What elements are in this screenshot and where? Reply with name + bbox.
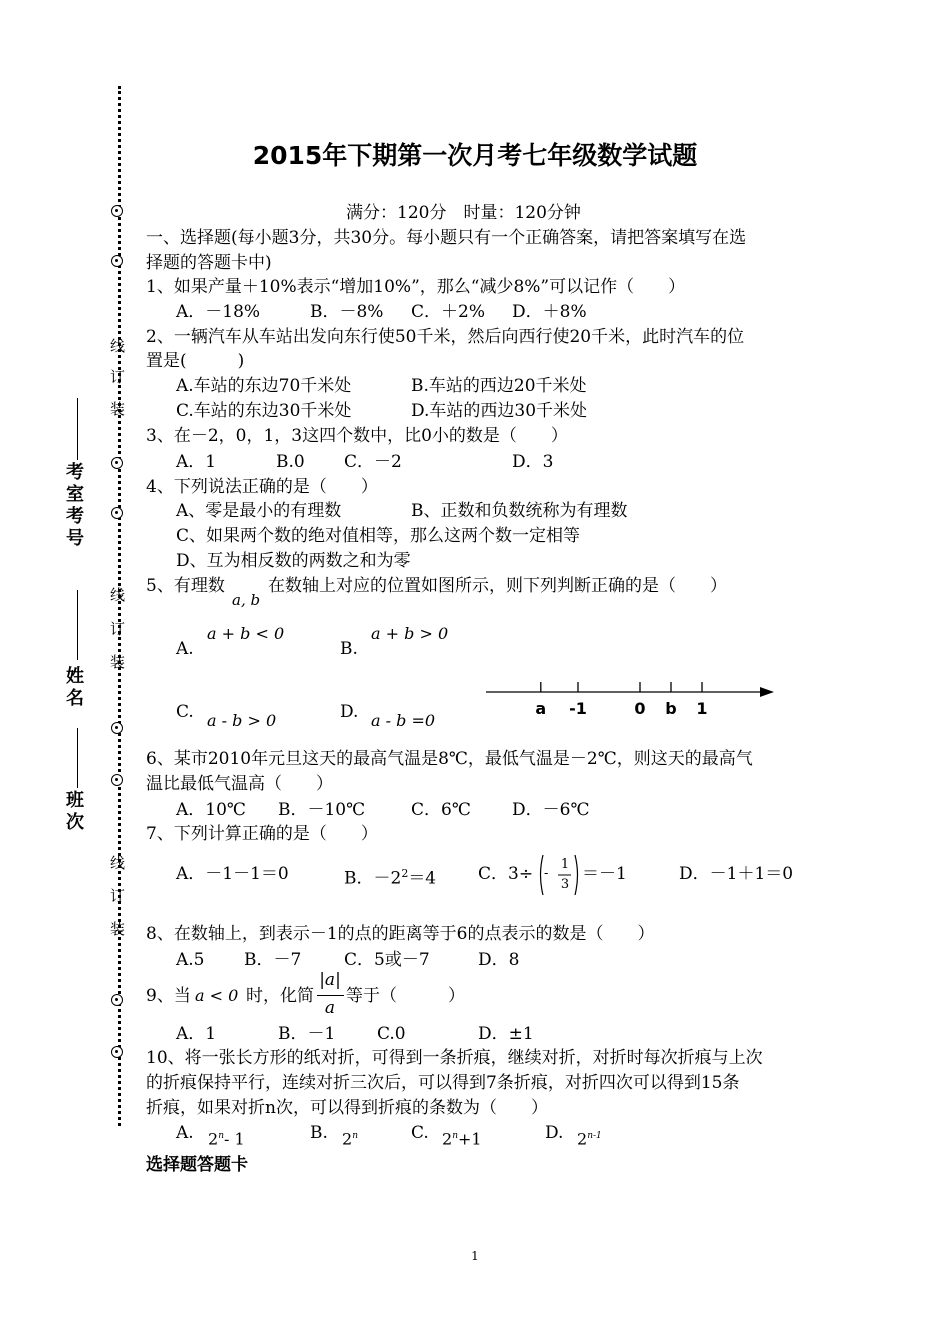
- question-5-stem: 5、有理数: [146, 576, 225, 596]
- binding-hole: [111, 774, 123, 786]
- q1-option-a: A．－18%: [176, 302, 261, 322]
- q9-option-c: C.0: [377, 1024, 406, 1044]
- name-label: 姓名: [66, 666, 84, 709]
- q5-option-a-label: A.: [176, 639, 194, 659]
- class-blank: [77, 728, 78, 788]
- binding-hole: [111, 507, 123, 519]
- seal-char-line: 线: [110, 337, 126, 355]
- q8-option-d: D．8: [478, 950, 520, 970]
- q10-option-b-expr: [342, 1126, 358, 1149]
- q10-option-b-label: B.: [310, 1123, 328, 1143]
- q10-option-d-label: D.: [545, 1123, 564, 1143]
- seal-char-bind: 订: [110, 368, 126, 386]
- question-9-stem-post: 等于（ ）: [346, 986, 465, 1006]
- q7-fraction-sign: -: [544, 866, 549, 881]
- q10-base: 2: [577, 1129, 588, 1149]
- exam-no-label: 考室考号: [66, 462, 84, 549]
- q7-option-b-exp: 2: [401, 867, 409, 880]
- binding-hole: [111, 722, 123, 734]
- seal-char-pack: 装: [110, 653, 126, 671]
- q5-vars: a, b: [232, 591, 261, 609]
- seal-char-line: 线: [110, 586, 126, 604]
- q1-option-d: D．＋8%: [512, 302, 587, 322]
- question-7-stem: 7、下列计算正确的是（ ）: [146, 824, 378, 844]
- q7-option-c-post: ＝－1: [582, 864, 627, 884]
- number-line-figure: [480, 672, 780, 722]
- q10-tail: +1: [457, 1129, 482, 1149]
- q7-option-b-result: ＝4: [408, 868, 437, 889]
- q7-option-d: D．－1＋1＝0: [679, 864, 794, 884]
- q3-option-b: B.0: [276, 452, 305, 472]
- number-line-label: a: [535, 699, 547, 718]
- q8-option-b: B．－7: [244, 950, 302, 970]
- class-label: 班次: [66, 790, 84, 833]
- question-10-stem: 折痕，如果对折n次，可以得到折痕的条数为（ ）: [146, 1098, 548, 1118]
- q7-fraction-denominator: 3: [560, 877, 570, 892]
- question-6-stem: 温比最低气温高（ ）: [146, 774, 333, 794]
- q10-exp: n: [452, 1131, 458, 1141]
- section-intro: 一、选择题(每小题3分，共30分。每小题只有一个正确答案，请把答案填写在选: [146, 228, 747, 248]
- seal-char-pack: 装: [110, 920, 126, 938]
- q7-option-b-base: B．－2: [344, 868, 402, 889]
- q2-option-a: A.车站的东边70千米处: [176, 376, 352, 396]
- page-title: 2015年下期第一次月考七年级数学试题: [252, 141, 698, 170]
- question-5-stem: 在数轴上对应的位置如图所示，则下列判断正确的是（ ）: [268, 576, 727, 596]
- q5-option-d-label: D.: [340, 702, 359, 722]
- answer-card-heading: 选择题答题卡: [146, 1155, 248, 1175]
- q9-fraction-numerator: |a|: [319, 970, 341, 990]
- binding-hole: [111, 457, 123, 469]
- q9-option-b: B．－1: [278, 1024, 336, 1044]
- q10-exp: n: [218, 1131, 224, 1141]
- q10-option-a-label: A.: [176, 1123, 194, 1143]
- q10-option-a-expr: [208, 1126, 245, 1149]
- question-2-stem: 置是( ): [146, 351, 245, 371]
- q5-option-c-expr: a - b > 0: [207, 711, 277, 730]
- q4-option-b: B、正数和负数统称为有理数: [411, 501, 628, 521]
- q7-option-b: [344, 864, 436, 889]
- q3-option-a: A．1: [176, 452, 217, 472]
- q10-exp: n-1: [587, 1131, 602, 1141]
- question-2-stem: 2、一辆汽车从车站出发向东行使50千米，然后向西行使20千米，此时汽车的位: [146, 327, 745, 347]
- q5-option-a-expr: a + b < 0: [207, 624, 285, 643]
- question-10-stem: 10、将一张长方形的纸对折，可得到一条折痕，继续对折，对折时每次折痕与上次: [146, 1048, 763, 1068]
- question-1-stem: 1、如果产量＋10%表示“增加10%”，那么“减少8%”可以记作（ ）: [146, 277, 686, 297]
- q2-option-c: C.车站的东边30千米处: [176, 401, 352, 421]
- number-line-label: b: [665, 699, 677, 718]
- q2-option-b: B.车站的西边20千米处: [411, 376, 587, 396]
- q9-option-a: A．1: [176, 1024, 217, 1044]
- q9-option-d: D．±1: [478, 1024, 534, 1044]
- q10-base: 2: [442, 1129, 453, 1149]
- q2-option-d: D.车站的西边30千米处: [411, 401, 588, 421]
- binding-hole: [111, 1046, 123, 1058]
- seal-char-line: 线: [110, 854, 126, 872]
- exam-no-blank: [77, 398, 78, 460]
- q7-option-c-pre: C．3÷: [478, 864, 534, 884]
- question-9-stem-pre: 9、当: [146, 986, 191, 1006]
- q10-option-d-expr: [577, 1126, 602, 1149]
- q10-base: 2: [342, 1129, 353, 1149]
- q5-option-c-label: C.: [176, 702, 194, 722]
- question-6-stem: 6、某市2010年元旦这天的最高气温是8℃，最低气温是－2℃，则这天的最高气: [146, 749, 753, 769]
- name-blank: [77, 590, 78, 660]
- q10-option-c-label: C.: [411, 1123, 429, 1143]
- exam-meta: 满分：120分 时量：120分钟: [346, 203, 581, 223]
- q6-option-b: B．－10℃: [278, 800, 366, 820]
- question-8-stem: 8、在数轴上，到表示－1的点的距离等于6的点表示的数是（ ）: [146, 924, 655, 944]
- q9-fraction-denominator: a: [324, 998, 336, 1018]
- q9-condition: a < 0: [195, 986, 239, 1005]
- seal-char-bind: 订: [110, 620, 126, 638]
- q4-option-d: D、互为相反数的两数之和为零: [176, 551, 411, 571]
- binding-hole: [111, 205, 123, 217]
- q10-base: 2: [208, 1129, 219, 1149]
- question-4-stem: 4、下列说法正确的是（ ）: [146, 477, 378, 497]
- question-10-stem: 的折痕保持平行，连续对折三次后，可以得到7条折痕，对折四次可以得到15条: [146, 1073, 740, 1093]
- q3-option-d: D．3: [512, 452, 554, 472]
- q9-fraction-bar: [317, 995, 344, 996]
- q5-option-d-expr: a - b =0: [371, 711, 436, 730]
- q10-exp: n: [352, 1131, 358, 1141]
- page-number: 1: [471, 1249, 479, 1263]
- q3-option-c: C．－2: [344, 452, 402, 472]
- q1-option-b: B．－8%: [310, 302, 384, 322]
- q7-option-a: A．－1－1＝0: [176, 864, 289, 884]
- seal-char-bind: 订: [110, 887, 126, 905]
- question-9-stem-mid: 时，化简: [246, 986, 314, 1006]
- q5-option-b-expr: a + b > 0: [371, 624, 449, 643]
- binding-hole: [111, 994, 123, 1006]
- q6-option-d: D．－6℃: [512, 800, 590, 820]
- q6-option-c: C．6℃: [411, 800, 471, 820]
- q6-option-a: A．10℃: [176, 800, 246, 820]
- q8-option-a: A.5: [176, 950, 205, 970]
- binding-dotted-line: [118, 86, 121, 1126]
- q10-tail: - 1: [223, 1129, 245, 1149]
- q8-option-c: C．5或－7: [344, 950, 430, 970]
- binding-hole: [111, 255, 123, 267]
- seal-char-pack: 装: [110, 400, 126, 418]
- q4-option-a: A、零是最小的有理数: [176, 501, 342, 521]
- q5-option-b-label: B.: [340, 639, 358, 659]
- number-line-label: 0: [634, 699, 646, 718]
- q1-option-c: C．＋2%: [411, 302, 485, 322]
- q7-fraction-numerator: 1: [560, 857, 570, 872]
- number-line-label: 1: [696, 699, 708, 718]
- section-intro: 择题的答题卡中): [146, 253, 272, 273]
- q4-option-c: C、如果两个数的绝对值相等，那么这两个数一定相等: [176, 526, 581, 546]
- number-line-arrow: [760, 687, 774, 697]
- q10-option-c-expr: [442, 1126, 482, 1149]
- question-3-stem: 3、在－2，0，1，3这四个数中，比0小的数是（ ）: [146, 426, 568, 446]
- number-line-label: -1: [569, 699, 587, 718]
